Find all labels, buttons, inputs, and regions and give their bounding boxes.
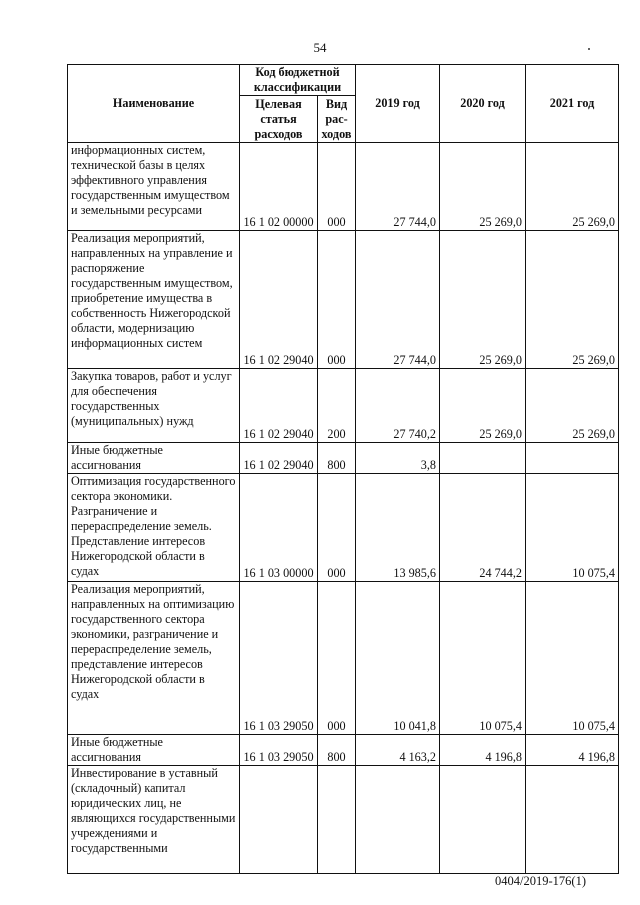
row-2019-cell: 13 985,6	[356, 474, 440, 582]
header-year-2020: 2020 год	[440, 65, 526, 143]
row-2021-cell: 10 075,4	[526, 474, 619, 582]
row-2020-cell: 4 196,8	[440, 735, 526, 766]
table-row	[68, 143, 619, 231]
row-expense-type-cell: 200	[318, 369, 356, 443]
table-row	[68, 474, 619, 582]
row-2021-cell	[526, 766, 619, 874]
table-row	[68, 443, 619, 474]
row-2021-cell: 25 269,0	[526, 369, 619, 443]
header-name: Наименование	[68, 65, 240, 143]
row-2021-cell: 4 196,8	[526, 735, 619, 766]
header-year-2019: 2019 год	[356, 65, 440, 143]
row-2019-cell: 4 163,2	[356, 735, 440, 766]
row-target-article-cell: 16 1 03 29050	[240, 582, 318, 735]
row-2019-cell: 27 744,0	[356, 231, 440, 369]
row-target-article-cell	[240, 766, 318, 874]
row-target-article-cell: 16 1 02 29040	[240, 443, 318, 474]
scan-dot	[588, 48, 590, 50]
row-name-cell: информационных систем, технической базы в целях эффективного управления государственным имуществом и земельными ресурсами	[68, 143, 240, 231]
row-2020-cell: 25 269,0	[440, 143, 526, 231]
row-2019-cell: 27 740,2	[356, 369, 440, 443]
budget-table	[67, 64, 619, 874]
row-name-cell: Иные бюджетные ассигнования	[68, 735, 240, 766]
table-row	[68, 231, 619, 369]
row-target-article-cell: 16 1 03 00000	[240, 474, 318, 582]
row-target-article-cell: 16 1 03 29050	[240, 735, 318, 766]
row-2021-cell: 10 075,4	[526, 582, 619, 735]
row-2020-cell	[440, 766, 526, 874]
header-target-article: Целевая статья расходов	[240, 96, 318, 143]
row-2019-cell: 3,8	[356, 443, 440, 474]
row-expense-type-cell: 000	[318, 143, 356, 231]
row-2020-cell: 25 269,0	[440, 369, 526, 443]
header-kbk-group: Код бюджетной классификации	[240, 65, 356, 96]
row-expense-type-cell	[318, 766, 356, 874]
page-number: 54	[313, 40, 327, 55]
row-name-cell: Инвестирование в уставный (складочный) капитал юридических лиц, не являющихся государственными учреждениями и государственными	[68, 766, 240, 874]
row-2020-cell: 24 744,2	[440, 474, 526, 582]
row-2019-cell: 27 744,0	[356, 143, 440, 231]
row-2021-cell: 25 269,0	[526, 143, 619, 231]
table-row	[68, 766, 619, 874]
row-2020-cell: 25 269,0	[440, 231, 526, 369]
row-target-article-cell: 16 1 02 00000	[240, 143, 318, 231]
row-name-cell: Реализация мероприятий, направленных на оптимизацию государственного сектора экономики, разграничение и перераспределение земель, представление интересов Нижегородской области в судах	[68, 582, 240, 735]
row-target-article-cell: 16 1 02 29040	[240, 369, 318, 443]
table-row	[68, 735, 619, 766]
row-2020-cell: 10 075,4	[440, 582, 526, 735]
row-expense-type-cell: 800	[318, 735, 356, 766]
document-code: 0404/2019-176(1)	[495, 874, 586, 888]
row-2021-cell: 25 269,0	[526, 231, 619, 369]
row-2019-cell	[356, 766, 440, 874]
row-target-article-cell: 16 1 02 29040	[240, 231, 318, 369]
row-expense-type-cell: 800	[318, 443, 356, 474]
header-year-2021: 2021 год	[526, 65, 619, 143]
table-row	[68, 369, 619, 443]
row-expense-type-cell: 000	[318, 474, 356, 582]
row-name-cell: Оптимизация государственного сектора экономики. Разграничение и перераспределение земель. Представление интересов Нижегородской области в судах	[68, 474, 240, 582]
row-name-cell: Реализация мероприятий, направленных на управление и распоряжение государственным имуществом, приобретение имущества в собственность Нижегородской области, модернизацию информационных систем	[68, 231, 240, 369]
row-2021-cell	[526, 443, 619, 474]
row-name-cell: Закупка товаров, работ и услуг для обеспечения государственных (муниципальных) нужд	[68, 369, 240, 443]
row-2019-cell: 10 041,8	[356, 582, 440, 735]
row-expense-type-cell: 000	[318, 231, 356, 369]
table-row	[68, 582, 619, 735]
row-expense-type-cell: 000	[318, 582, 356, 735]
row-name-cell: Иные бюджетные ассигнования	[68, 443, 240, 474]
row-2020-cell	[440, 443, 526, 474]
header-expense-type: Вид рас- ходов	[318, 96, 356, 143]
